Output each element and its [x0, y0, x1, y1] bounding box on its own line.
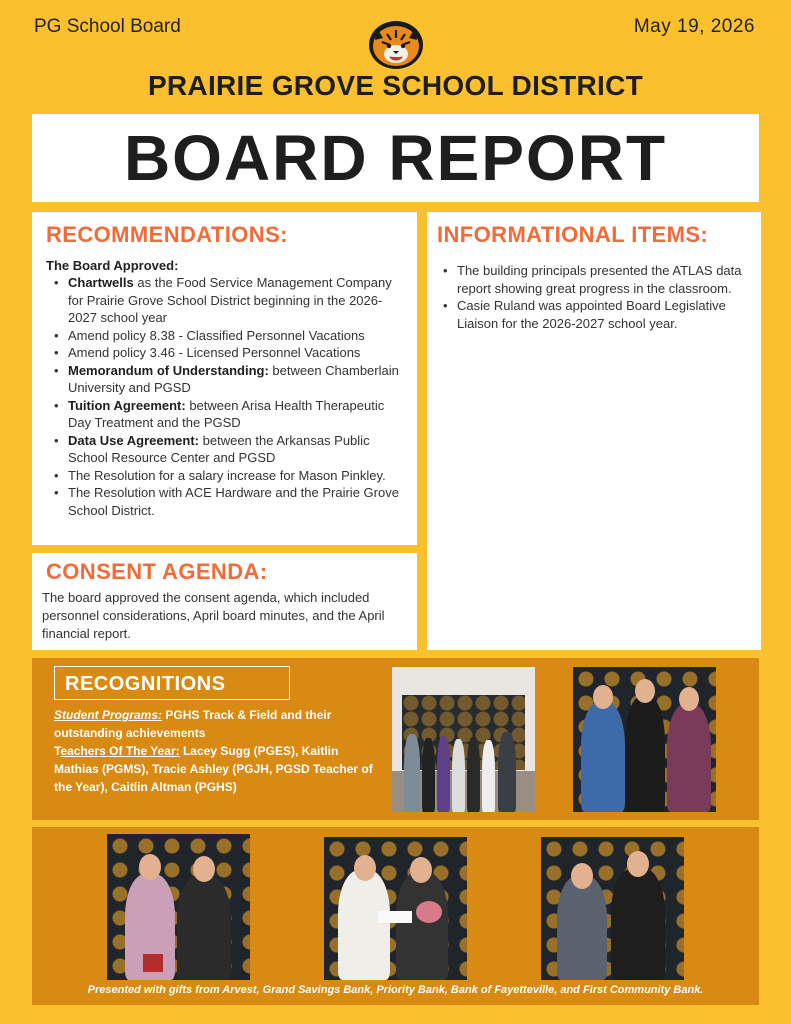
list-item: • Chartwells as the Food Service Management Company for Prairie Grove School District beginning in the 2026-2027 school year [46, 274, 405, 327]
student-programs-label: Student Programs: [54, 708, 163, 722]
list-item: • The building principals presented the ATLAS data report showing great progress in the classroom. [437, 262, 749, 297]
recognitions-heading: RECOGNITIONS [54, 666, 290, 700]
list-item: • Amend policy 8.38 - Classified Personnel Vacations [46, 327, 405, 345]
page-title: BOARD REPORT [123, 122, 668, 194]
recognitions-band [32, 658, 759, 820]
recommendations-heading: RECOMMENDATIONS: [46, 222, 288, 247]
teacher-photos-band [32, 827, 759, 1005]
list-item: • Memorandum of Understanding: between Chamberlain University and PGSD [46, 362, 405, 397]
consent-panel [32, 553, 417, 650]
list-item: • Tuition Agreement: between Arisa Health Therapeutic Day Treatment and the PGSD [46, 397, 405, 432]
teacher-photo-3 [541, 837, 684, 980]
list-item: • Amend policy 3.46 - Licensed Personnel Vacations [46, 344, 405, 362]
district-name: PRAIRIE GROVE SCHOOL DISTRICT [147, 70, 644, 101]
consent-heading: CONSENT AGENDA: [46, 559, 268, 584]
informational-list [437, 262, 749, 332]
recommendations-subheading: The Board Approved: [46, 258, 179, 273]
track-team-photo [392, 667, 535, 812]
tiger-mascot-icon [367, 18, 425, 70]
teachers-of-year-label: eachers Of The Year: [60, 744, 180, 758]
recommendations-panel [32, 212, 417, 545]
title-banner [32, 114, 759, 202]
recommendations-list [46, 274, 405, 519]
report-date: May 19, 2026 [633, 16, 755, 37]
photos-caption: Presented with gifts from Arvest, Grand Savings Bank, Priority Bank, Bank of Fayetteville, and First Community Bank. [87, 984, 704, 996]
teachers-group-photo [573, 667, 716, 812]
recognitions-text: Student Programs: PGHS Track & Field and their outstanding achievements Teachers Of The Year: Lacey Sugg (PGES), Kaitlin Mathias (PGMS), Tracie Ashley (PGJH, PGSD Teacher of the Year), Caitlin Altman (PGHS) [54, 708, 373, 794]
list-item: • The Resolution with ACE Hardware and the Prairie Grove School District. [46, 484, 405, 519]
informational-panel [427, 212, 761, 650]
informational-heading: INFORMATIONAL ITEMS: [437, 222, 709, 247]
teacher-photo-1 [107, 834, 250, 980]
board-label: PG School Board [34, 16, 181, 37]
list-item: • The Resolution for a salary increase for Mason Pinkley. [46, 467, 405, 485]
consent-text: The board approved the consent agenda, which included personnel considerations, April board minutes, and the April financial report. [42, 590, 385, 641]
list-item: • Data Use Agreement: between the Arkansas Public School Resource Center and PGSD [46, 432, 405, 467]
teacher-photo-2 [324, 837, 467, 980]
list-item: • Casie Ruland was appointed Board Legislative Liaison for the 2026-2027 school year. [437, 297, 749, 332]
